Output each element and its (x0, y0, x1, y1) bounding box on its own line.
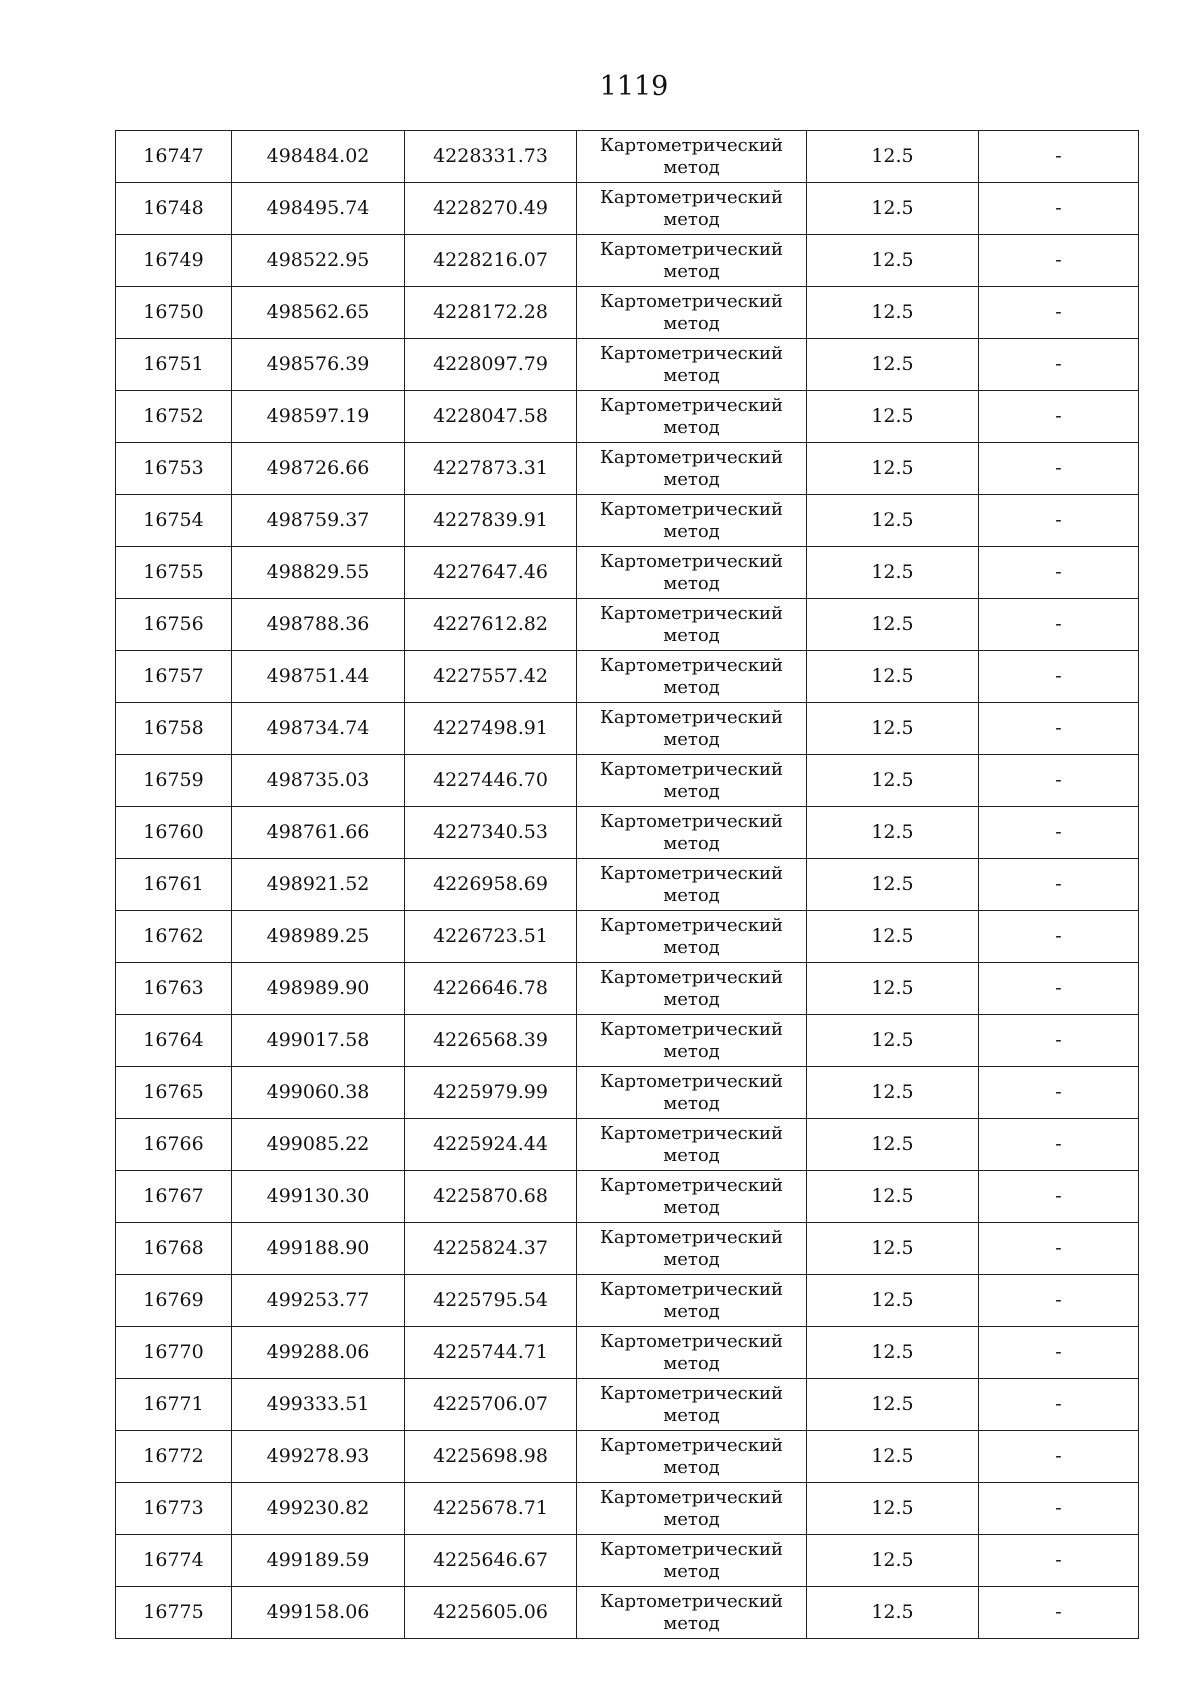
table-row (116, 651, 1139, 703)
method-cell (577, 1535, 807, 1587)
method-line-2: метод (663, 1092, 720, 1114)
point-number-cell: 16747 (116, 131, 232, 183)
note-cell: - (979, 807, 1139, 859)
note-cell: - (979, 963, 1139, 1015)
y-coordinate-cell: 4227340.53 (405, 807, 577, 859)
method-cell (577, 599, 807, 651)
note-cell: - (979, 1015, 1139, 1067)
accuracy-cell: 12.5 (807, 859, 979, 911)
y-coordinate-cell: 4228172.28 (405, 287, 577, 339)
method-line-2: метод (663, 728, 720, 750)
table-row (116, 703, 1139, 755)
x-coordinate-cell: 498484.02 (232, 131, 405, 183)
point-number-cell: 16748 (116, 183, 232, 235)
table-row (116, 963, 1139, 1015)
method-line-2: метод (663, 312, 720, 334)
method-cell (577, 443, 807, 495)
point-number-cell: 16767 (116, 1171, 232, 1223)
note-cell: - (979, 1223, 1139, 1275)
method-line-1: Картометрический (600, 1434, 783, 1456)
method-line-1: Картометрический (600, 1174, 783, 1196)
method-line-2: метод (663, 416, 720, 438)
note-cell: - (979, 391, 1139, 443)
point-number-cell: 16761 (116, 859, 232, 911)
note-cell: - (979, 131, 1139, 183)
x-coordinate-cell: 498597.19 (232, 391, 405, 443)
accuracy-cell: 12.5 (807, 1535, 979, 1587)
x-coordinate-cell: 499333.51 (232, 1379, 405, 1431)
method-line-1: Картометрический (600, 758, 783, 780)
method-line-1: Картометрический (600, 238, 783, 260)
accuracy-cell: 12.5 (807, 391, 979, 443)
note-cell: - (979, 911, 1139, 963)
method-cell (577, 1483, 807, 1535)
point-number-cell: 16759 (116, 755, 232, 807)
table-row (116, 1587, 1139, 1639)
note-cell: - (979, 1275, 1139, 1327)
note-cell: - (979, 1483, 1139, 1535)
method-cell (577, 807, 807, 859)
method-cell (577, 391, 807, 443)
x-coordinate-cell: 499278.93 (232, 1431, 405, 1483)
method-line-2: метод (663, 1196, 720, 1218)
note-cell: - (979, 651, 1139, 703)
y-coordinate-cell: 4226646.78 (405, 963, 577, 1015)
method-line-1: Картометрический (600, 134, 783, 156)
note-cell: - (979, 755, 1139, 807)
y-coordinate-cell: 4225979.99 (405, 1067, 577, 1119)
y-coordinate-cell: 4227612.82 (405, 599, 577, 651)
note-cell: - (979, 1535, 1139, 1587)
point-number-cell: 16757 (116, 651, 232, 703)
method-line-1: Картометрический (600, 706, 783, 728)
method-line-2: метод (663, 260, 720, 282)
table-row (116, 1431, 1139, 1483)
accuracy-cell: 12.5 (807, 183, 979, 235)
method-line-1: Картометрический (600, 966, 783, 988)
point-number-cell: 16770 (116, 1327, 232, 1379)
accuracy-cell: 12.5 (807, 807, 979, 859)
x-coordinate-cell: 499060.38 (232, 1067, 405, 1119)
x-coordinate-cell: 498576.39 (232, 339, 405, 391)
y-coordinate-cell: 4228216.07 (405, 235, 577, 287)
point-number-cell: 16755 (116, 547, 232, 599)
accuracy-cell: 12.5 (807, 1327, 979, 1379)
accuracy-cell: 12.5 (807, 339, 979, 391)
method-cell (577, 183, 807, 235)
method-cell (577, 1223, 807, 1275)
point-number-cell: 16760 (116, 807, 232, 859)
x-coordinate-cell: 498989.25 (232, 911, 405, 963)
method-line-1: Картометрический (600, 1486, 783, 1508)
method-line-1: Картометрический (600, 342, 783, 364)
accuracy-cell: 12.5 (807, 1119, 979, 1171)
method-line-1: Картометрический (600, 602, 783, 624)
method-cell (577, 1379, 807, 1431)
point-number-cell: 16763 (116, 963, 232, 1015)
accuracy-cell: 12.5 (807, 1015, 979, 1067)
table-row (116, 1327, 1139, 1379)
y-coordinate-cell: 4225646.67 (405, 1535, 577, 1587)
note-cell: - (979, 443, 1139, 495)
table-row (116, 1067, 1139, 1119)
table-row (116, 859, 1139, 911)
y-coordinate-cell: 4225678.71 (405, 1483, 577, 1535)
point-number-cell: 16753 (116, 443, 232, 495)
method-line-2: метод (663, 1352, 720, 1374)
y-coordinate-cell: 4225744.71 (405, 1327, 577, 1379)
method-cell (577, 339, 807, 391)
method-line-2: метод (663, 988, 720, 1010)
x-coordinate-cell: 499017.58 (232, 1015, 405, 1067)
method-line-2: метод (663, 208, 720, 230)
point-number-cell: 16769 (116, 1275, 232, 1327)
x-coordinate-cell: 498761.66 (232, 807, 405, 859)
accuracy-cell: 12.5 (807, 1483, 979, 1535)
method-cell (577, 131, 807, 183)
method-line-2: метод (663, 572, 720, 594)
point-number-cell: 16773 (116, 1483, 232, 1535)
method-line-2: метод (663, 468, 720, 490)
table-row (116, 235, 1139, 287)
x-coordinate-cell: 499158.06 (232, 1587, 405, 1639)
method-line-1: Картометрический (600, 498, 783, 520)
method-line-2: метод (663, 1300, 720, 1322)
point-number-cell: 16775 (116, 1587, 232, 1639)
x-coordinate-cell: 498726.66 (232, 443, 405, 495)
method-line-2: метод (663, 1248, 720, 1270)
method-line-2: метод (663, 624, 720, 646)
y-coordinate-cell: 4227446.70 (405, 755, 577, 807)
coordinates-table-body (116, 131, 1139, 1639)
method-line-1: Картометрический (600, 186, 783, 208)
accuracy-cell: 12.5 (807, 703, 979, 755)
point-number-cell: 16749 (116, 235, 232, 287)
method-line-1: Картометрический (600, 1590, 783, 1612)
accuracy-cell: 12.5 (807, 443, 979, 495)
method-line-2: метод (663, 156, 720, 178)
method-line-1: Картометрический (600, 446, 783, 468)
table-row (116, 391, 1139, 443)
point-number-cell: 16766 (116, 1119, 232, 1171)
table-row (116, 1015, 1139, 1067)
table-row (116, 131, 1139, 183)
table-row (116, 1119, 1139, 1171)
method-line-2: метод (663, 520, 720, 542)
table-row (116, 1275, 1139, 1327)
method-cell (577, 651, 807, 703)
method-cell (577, 495, 807, 547)
method-cell (577, 859, 807, 911)
method-line-2: метод (663, 936, 720, 958)
point-number-cell: 16764 (116, 1015, 232, 1067)
y-coordinate-cell: 4227839.91 (405, 495, 577, 547)
table-row (116, 755, 1139, 807)
accuracy-cell: 12.5 (807, 495, 979, 547)
table-row (116, 807, 1139, 859)
accuracy-cell: 12.5 (807, 911, 979, 963)
y-coordinate-cell: 4227498.91 (405, 703, 577, 755)
method-cell (577, 1015, 807, 1067)
y-coordinate-cell: 4228331.73 (405, 131, 577, 183)
note-cell: - (979, 235, 1139, 287)
note-cell: - (979, 1587, 1139, 1639)
table-row (116, 1379, 1139, 1431)
x-coordinate-cell: 498522.95 (232, 235, 405, 287)
table-row (116, 495, 1139, 547)
note-cell: - (979, 287, 1139, 339)
y-coordinate-cell: 4228270.49 (405, 183, 577, 235)
method-cell (577, 1067, 807, 1119)
accuracy-cell: 12.5 (807, 547, 979, 599)
point-number-cell: 16752 (116, 391, 232, 443)
x-coordinate-cell: 498788.36 (232, 599, 405, 651)
method-line-1: Картометрический (600, 1382, 783, 1404)
table-row (116, 1535, 1139, 1587)
method-cell (577, 1171, 807, 1223)
note-cell: - (979, 547, 1139, 599)
accuracy-cell: 12.5 (807, 1223, 979, 1275)
y-coordinate-cell: 4225706.07 (405, 1379, 577, 1431)
method-line-2: метод (663, 832, 720, 854)
point-number-cell: 16765 (116, 1067, 232, 1119)
method-cell (577, 547, 807, 599)
y-coordinate-cell: 4227647.46 (405, 547, 577, 599)
method-cell (577, 287, 807, 339)
x-coordinate-cell: 499288.06 (232, 1327, 405, 1379)
accuracy-cell: 12.5 (807, 131, 979, 183)
x-coordinate-cell: 498921.52 (232, 859, 405, 911)
accuracy-cell: 12.5 (807, 287, 979, 339)
x-coordinate-cell: 498735.03 (232, 755, 405, 807)
accuracy-cell: 12.5 (807, 963, 979, 1015)
y-coordinate-cell: 4228097.79 (405, 339, 577, 391)
note-cell: - (979, 1327, 1139, 1379)
method-cell (577, 1327, 807, 1379)
note-cell: - (979, 1119, 1139, 1171)
y-coordinate-cell: 4226723.51 (405, 911, 577, 963)
x-coordinate-cell: 499189.59 (232, 1535, 405, 1587)
y-coordinate-cell: 4227557.42 (405, 651, 577, 703)
y-coordinate-cell: 4225795.54 (405, 1275, 577, 1327)
accuracy-cell: 12.5 (807, 1275, 979, 1327)
note-cell: - (979, 599, 1139, 651)
accuracy-cell: 12.5 (807, 599, 979, 651)
table-row (116, 599, 1139, 651)
method-cell (577, 1275, 807, 1327)
method-line-1: Картометрический (600, 290, 783, 312)
note-cell: - (979, 1431, 1139, 1483)
table-row (116, 1223, 1139, 1275)
method-line-1: Картометрический (600, 1070, 783, 1092)
method-cell (577, 1587, 807, 1639)
table-row (116, 911, 1139, 963)
accuracy-cell: 12.5 (807, 755, 979, 807)
x-coordinate-cell: 499253.77 (232, 1275, 405, 1327)
method-line-2: метод (663, 1404, 720, 1426)
note-cell: - (979, 1379, 1139, 1431)
page-number: 1119 (599, 71, 669, 102)
table-row (116, 339, 1139, 391)
table-row (116, 183, 1139, 235)
x-coordinate-cell: 498759.37 (232, 495, 405, 547)
accuracy-cell: 12.5 (807, 1067, 979, 1119)
method-line-2: метод (663, 676, 720, 698)
y-coordinate-cell: 4225698.98 (405, 1431, 577, 1483)
y-coordinate-cell: 4225824.37 (405, 1223, 577, 1275)
point-number-cell: 16771 (116, 1379, 232, 1431)
method-line-2: метод (663, 364, 720, 386)
point-number-cell: 16754 (116, 495, 232, 547)
method-line-1: Картометрический (600, 1226, 783, 1248)
method-cell (577, 755, 807, 807)
method-line-1: Картометрический (600, 1538, 783, 1560)
y-coordinate-cell: 4225870.68 (405, 1171, 577, 1223)
x-coordinate-cell: 499188.90 (232, 1223, 405, 1275)
table-row (116, 287, 1139, 339)
x-coordinate-cell: 498751.44 (232, 651, 405, 703)
y-coordinate-cell: 4228047.58 (405, 391, 577, 443)
x-coordinate-cell: 499230.82 (232, 1483, 405, 1535)
y-coordinate-cell: 4226958.69 (405, 859, 577, 911)
point-number-cell: 16768 (116, 1223, 232, 1275)
point-number-cell: 16758 (116, 703, 232, 755)
method-cell (577, 703, 807, 755)
method-line-1: Картометрический (600, 394, 783, 416)
y-coordinate-cell: 4225605.06 (405, 1587, 577, 1639)
x-coordinate-cell: 498829.55 (232, 547, 405, 599)
y-coordinate-cell: 4225924.44 (405, 1119, 577, 1171)
point-number-cell: 16762 (116, 911, 232, 963)
method-line-2: метод (663, 780, 720, 802)
coordinates-table (115, 130, 1139, 1639)
note-cell: - (979, 1171, 1139, 1223)
table-row (116, 1483, 1139, 1535)
method-cell (577, 963, 807, 1015)
method-line-1: Картометрический (600, 1122, 783, 1144)
note-cell: - (979, 183, 1139, 235)
note-cell: - (979, 339, 1139, 391)
accuracy-cell: 12.5 (807, 235, 979, 287)
x-coordinate-cell: 499130.30 (232, 1171, 405, 1223)
table-row (116, 547, 1139, 599)
point-number-cell: 16750 (116, 287, 232, 339)
table-row (116, 443, 1139, 495)
method-line-1: Картометрический (600, 654, 783, 676)
point-number-cell: 16751 (116, 339, 232, 391)
method-line-1: Картометрический (600, 1278, 783, 1300)
method-cell (577, 1119, 807, 1171)
x-coordinate-cell: 498495.74 (232, 183, 405, 235)
method-line-1: Картометрический (600, 914, 783, 936)
note-cell: - (979, 1067, 1139, 1119)
method-line-2: метод (663, 1144, 720, 1166)
note-cell: - (979, 495, 1139, 547)
method-line-1: Картометрический (600, 1330, 783, 1352)
x-coordinate-cell: 498562.65 (232, 287, 405, 339)
method-line-2: метод (663, 884, 720, 906)
method-line-1: Картометрический (600, 810, 783, 832)
accuracy-cell: 12.5 (807, 1379, 979, 1431)
accuracy-cell: 12.5 (807, 651, 979, 703)
note-cell: - (979, 859, 1139, 911)
method-line-2: метод (663, 1508, 720, 1530)
method-line-1: Картометрический (600, 862, 783, 884)
table-row (116, 1171, 1139, 1223)
method-line-1: Картометрический (600, 1018, 783, 1040)
x-coordinate-cell: 498734.74 (232, 703, 405, 755)
y-coordinate-cell: 4227873.31 (405, 443, 577, 495)
x-coordinate-cell: 499085.22 (232, 1119, 405, 1171)
point-number-cell: 16772 (116, 1431, 232, 1483)
method-cell (577, 911, 807, 963)
method-cell (577, 1431, 807, 1483)
point-number-cell: 16774 (116, 1535, 232, 1587)
point-number-cell: 16756 (116, 599, 232, 651)
x-coordinate-cell: 498989.90 (232, 963, 405, 1015)
y-coordinate-cell: 4226568.39 (405, 1015, 577, 1067)
method-line-2: метод (663, 1040, 720, 1062)
note-cell: - (979, 703, 1139, 755)
method-line-1: Картометрический (600, 550, 783, 572)
method-line-2: метод (663, 1456, 720, 1478)
method-line-2: метод (663, 1612, 720, 1634)
method-line-2: метод (663, 1560, 720, 1582)
accuracy-cell: 12.5 (807, 1431, 979, 1483)
accuracy-cell: 12.5 (807, 1171, 979, 1223)
method-cell (577, 235, 807, 287)
accuracy-cell: 12.5 (807, 1587, 979, 1639)
